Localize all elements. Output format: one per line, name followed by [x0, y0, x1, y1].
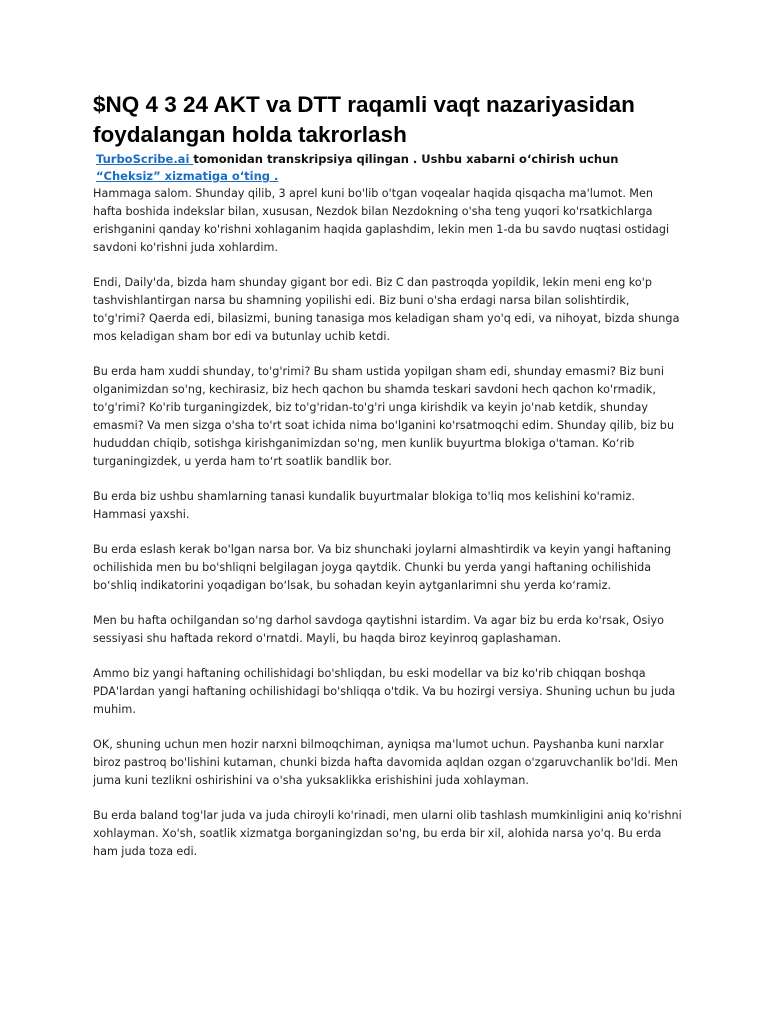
paragraph: Endi, Daily'da, bizda ham shunday gigant bor edi. Biz C dan pastroqda yopildik, lekin meni eng ko'p tashvishlantirgan narsa bu shamning yopilishi edi. Biz buni o'sha erdagi narsa bilan solishtirdik, to'g'rimi? Qaerda edi, bilasizmi, buning tanasiga mos keladigan sham yo'q edi, va nihoyat, bizda shunga mos keladigan sham bor edi va butunlay uchib ketdi. — [93, 276, 680, 343]
paragraph: OK, shuning uchun men hozir narxni bilmoqchiman, ayniqsa ma'lumot uchun. Payshanba kuni narxlar biroz pastroq bo'lishini kutaman, chunki bizda hafta davomida aqldan ozgan o'zgaruvchanlik bo'ldi. Men juma kuni tezlikni oshirishini va o'sha yuksaklikka erishishini juda xohlayman. — [93, 738, 678, 787]
paragraph: Men bu hafta ochilgandan so'ng darhol savdoga qaytishni istardim. Va agar biz bu erda ko'rsak, Osiyo sessiyasi shu haftada rekord o'rnatdi. Mayli, bu haqda biroz keyinroq gaplashaman. — [93, 614, 665, 645]
paragraph: Bu erda baland tog'lar juda va juda chiroyli ko'rinadi, men ularni olib tashlash mumkinligini aniq ko'rishni xohlayman. Xo'sh, soatlik xizmatga borganingizdan so'ng, bu erda bir xil, alohida narsa yo'q. Bu erda ham juda toza edi. — [93, 809, 682, 858]
document-title: $NQ 4 3 24 AKT va DTT raqamli vaqt nazariyasidan foydalangan holda takrorlash — [93, 92, 635, 147]
transcript-body — [93, 185, 683, 861]
attribution-text: tomonidan transkripsiya qilingan . Ushbu xabarni oʻchirish uchun — [193, 152, 619, 166]
paragraph: Bu erda eslash kerak bo'lgan narsa bor. Va biz shunchaki joylarni almashtirdik va keyin yangi haftaning ochilishida men bu bo'shliqni belgilagan joyga qaytdik. Chunki bu yerda yangi haftaning ochilishida boʻshliq indikatorini yoqadigan boʻlsak, bu sohadan keyin aytganlarimni shu yerda koʻramiz. — [93, 543, 672, 592]
paragraph: Bu erda biz ushbu shamlarning tanasi kundalik buyurtmalar blokiga to'liq mos kelishini ko'ramiz. Hammasi yaxshi. — [93, 490, 635, 521]
paragraph: Ammo biz yangi haftaning ochilishidagi bo'shliqdan, bu eski modellar va biz ko'rib chiqqan boshqa PDA'lardan yangi haftaning ochilishidagi bo'shliqqa o'tdik. Va bu hozirgi versiya. Shuning uchun bu juda muhim. — [93, 667, 676, 716]
transcription-attribution — [93, 151, 683, 185]
document-page — [93, 90, 683, 878]
paragraph: Bu erda ham xuddi shunday, to'g'rimi? Bu sham ustida yopilgan sham edi, shunday emasmi? Biz buni olganimizdan so'ng, kechirasiz, biz hech qachon bu shamda teskari savdoni hech qachon ko'rmadik, to'g'rimi? Ko'rib turganingizdek, biz to'g'ridan-to'g'ri unga kirishdik va keyin jo'nab ketdik, shunday emasmi? Va men sizga o'sha to'rt soat ichida nima bo'lganini ko'rsatmoqchi edim. Shunday qilib, biz bu hududdan chiqib, sotishga kirishganimizdan so'ng, men kunlik buyurtma blokiga o'taman. Koʻrib turganingizdek, u yerda ham toʻrt soatlik bandlik bor. — [93, 365, 675, 468]
unlimited-upgrade-link[interactable]: “Cheksiz” xizmatiga oʻting . — [96, 169, 279, 183]
paragraph: Hammaga salom. Shunday qilib, 3 aprel kuni bo'lib o'tgan voqealar haqida qisqacha ma'lumot. Men hafta boshida indekslar bilan, xususan, Nezdok bilan Nezdokning o'sha teng yuqori ko'rsatkichlarga erishganini qanday ko'rishni xohlaganim haqida gaplashdim, lekin men 1-da bu savdo nuqtasi ostidagi savdoni ko'rishni juda xohlardim. — [93, 187, 670, 254]
turboscribe-link[interactable]: TurboScribe.ai — [96, 152, 194, 166]
